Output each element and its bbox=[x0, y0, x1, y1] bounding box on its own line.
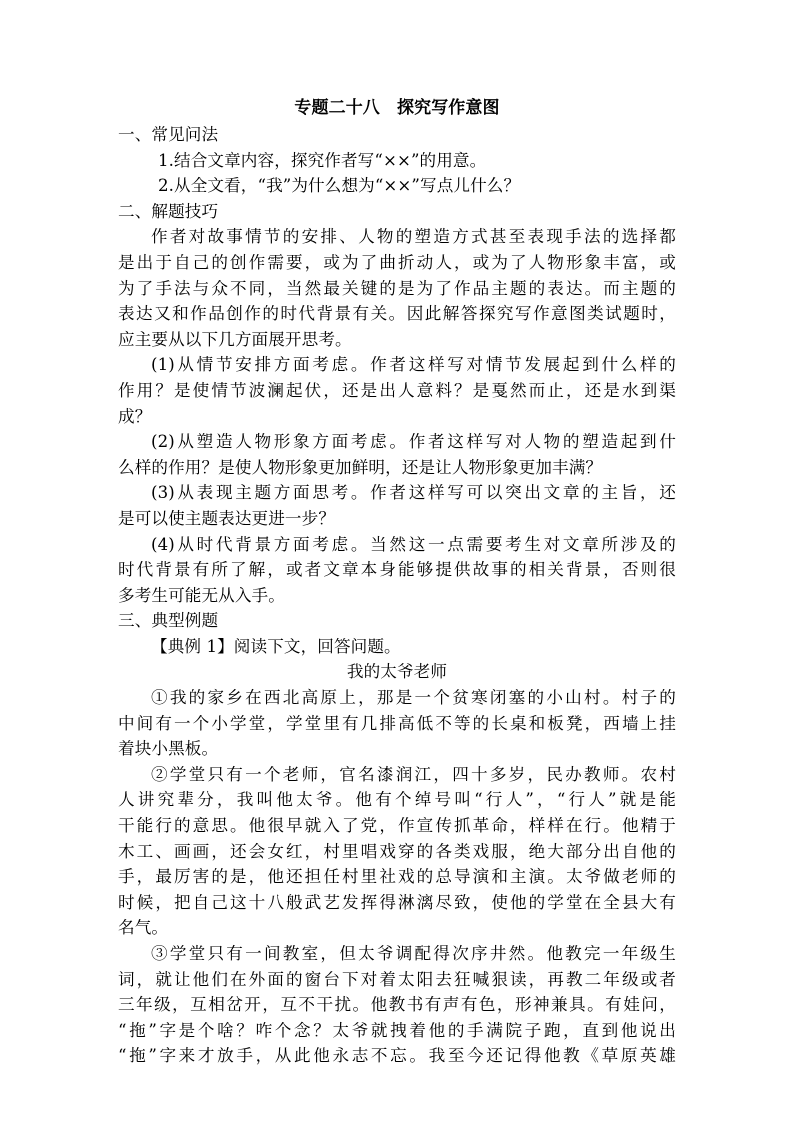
text-line: 么样的作用？是使人物形象更加鲜明，还是让人物形象更加丰满？ bbox=[118, 457, 603, 477]
question-item-2: 2.从全文看，“我”为什么想为“××”写点儿什么？ bbox=[158, 176, 521, 196]
document-page bbox=[118, 96, 676, 1069]
text-line: (3)从表现主题方面思考。作者这样写可以突出文章的主旨，还 bbox=[151, 483, 676, 503]
text-line: 为了手法与众不同，当然最关键的是为了作品主题的表达。而主题的 bbox=[118, 278, 676, 298]
text-line: ②学堂只有一个老师，官名漆润江，四十多岁，民办教师。农村 bbox=[151, 764, 676, 784]
text-line: “拖”字是个啥？咋个念？太爷就拽着他的手满院子跑，直到他说出 bbox=[118, 1020, 676, 1040]
text-line: (1)从情节安排方面考虑。作者这样写对情节发展起到什么样的 bbox=[151, 355, 676, 375]
section-heading-examples: 三、典型例题 bbox=[118, 611, 219, 631]
article-title: 我的太爷老师 bbox=[346, 662, 448, 682]
text-line: 着块小黑板。 bbox=[118, 739, 219, 759]
text-line: ③学堂只有一间教室，但太爷调配得次序井然。他教完一年级生 bbox=[151, 944, 676, 963]
page-title: 专题二十八 探究写作意图 bbox=[294, 98, 500, 118]
text-line: 多考生可能无从入手。 bbox=[118, 585, 285, 605]
text-line: 三年级，互相岔开，互不干扰。他教书有声有色，形神兼具。有娃问， bbox=[118, 995, 676, 1015]
text-line: ①我的家乡在西北高原上，那是一个贫寒闭塞的小山村。村子的 bbox=[151, 688, 676, 708]
text-line: 手，最厉害的是，他还担任村里社戏的总导演和主演。太爷做老师的 bbox=[118, 867, 676, 887]
text-line: 作用？是使情节波澜起伏，还是出人意料？是戛然而止，还是水到渠 bbox=[118, 380, 676, 400]
article-paragraph-2 bbox=[118, 762, 676, 941]
techniques-intro-paragraph bbox=[118, 224, 676, 352]
section-heading-common-questions: 一、常见问法 bbox=[118, 125, 219, 144]
text-line: 是出于自己的创作需要，或为了曲折动人，或为了人物形象丰富，或 bbox=[118, 252, 676, 272]
text-line: “拖”字来才放手，从此他永志不忘。我至今还记得他教《草原英雄 bbox=[118, 1046, 676, 1066]
text-line: 时代背景有所了解，或者文章本身能够提供故事的相关背景，否则很 bbox=[118, 560, 676, 580]
text-line: 干能行的意思。他很早就入了党，作宣传抓革命，样样在行。他精于 bbox=[118, 816, 676, 836]
technique-point-3 bbox=[118, 480, 676, 531]
text-line: 名气。 bbox=[118, 918, 169, 938]
text-line: 词，就让他们在外面的窗台下对着太阳去狂喊狠读，再教二年级或者 bbox=[118, 969, 676, 989]
text-line: 表达又和作品创作的时代背景有关。因此解答探究写作意图类试题时， bbox=[118, 304, 676, 324]
text-line: (4)从时代背景方面考虑。当然这一点需要考生对文章所涉及的 bbox=[151, 534, 676, 554]
technique-point-2 bbox=[118, 429, 676, 480]
example-tag: 【典例 1】阅读下文，回答问题。 bbox=[151, 636, 401, 656]
article-paragraph-1 bbox=[118, 685, 676, 762]
text-line: 作者对故事情节的安排、人物的塑造方式甚至表现手法的选择都 bbox=[151, 227, 676, 247]
article-paragraph-3 bbox=[118, 941, 676, 1069]
text-line: 中间有一个小学堂，学堂里有几排高低不等的长桌和板凳，西墙上挂 bbox=[118, 713, 676, 733]
text-line: 是可以使主题表达更进一步？ bbox=[118, 508, 336, 528]
text-line: 人讲究辈分，我叫他太爷。他有个绰号叫“行人”，“行人”就是能 bbox=[118, 790, 676, 810]
text-line: 应主要从以下几方面展开思考。 bbox=[118, 329, 352, 349]
text-line: (2)从塑造人物形象方面考虑。作者这样写对人物的塑造起到什 bbox=[151, 432, 676, 452]
question-item-1: 1.结合文章内容，探究作者写“××”的用意。 bbox=[158, 150, 487, 170]
technique-point-1 bbox=[118, 352, 676, 429]
technique-point-4 bbox=[118, 532, 676, 609]
section-heading-techniques: 二、解题技巧 bbox=[118, 201, 219, 221]
text-line: 成？ bbox=[118, 406, 152, 426]
text-line: 时候，把自己这十八般武艺发挥得淋漓尽致，使他的学堂在全县大有 bbox=[118, 892, 676, 912]
text-line: 木工、画画，还会女红，村里唱戏穿的各类戏服，绝大部分出自他的 bbox=[118, 841, 676, 861]
